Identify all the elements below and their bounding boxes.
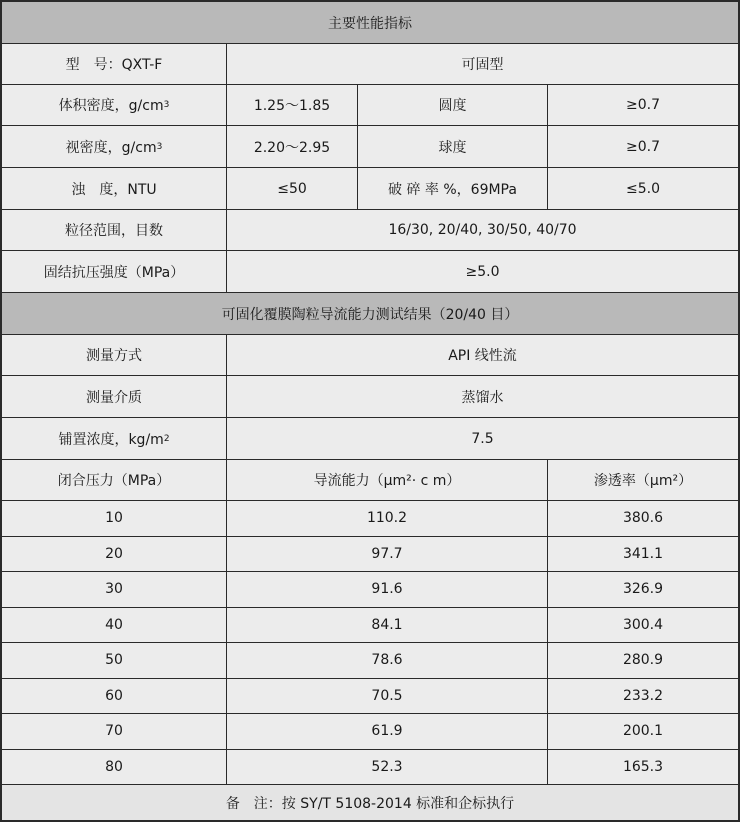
conductivity-cell: 52.3: [227, 750, 548, 785]
turbidity-label: 浊 度，NTU: [2, 168, 227, 209]
turbidity-value: ≤50: [227, 168, 358, 209]
sphericity-label: 球度: [358, 126, 548, 167]
section-title: 主要性能指标: [2, 2, 738, 43]
apparent-density-label: 视密度，g/cm 3: [2, 126, 227, 167]
conductivity-cell: 110.2: [227, 501, 548, 536]
table-row: [2, 679, 738, 715]
table-row: [2, 572, 738, 608]
pressure-cell: 10: [2, 501, 227, 536]
medium-value: 蒸馏水: [461, 389, 504, 406]
sphericity-value: ≥0.7: [626, 138, 660, 155]
crush-rate-value: ≤5.0: [626, 180, 660, 197]
pressure-cell: 20: [2, 537, 227, 572]
mesh-label: 粒径范围，目数: [2, 210, 227, 250]
bulk-density-value: 1.25～1.85: [227, 85, 358, 125]
pressure-cell: 30: [2, 572, 227, 607]
model-value: 可固型: [461, 57, 504, 73]
pressure-cell: 60: [2, 679, 227, 714]
bulk-density-row: [2, 85, 738, 126]
method-value: API 线性流: [448, 348, 517, 364]
medium-row: [2, 376, 738, 418]
permeability-cell: 233.2: [622, 687, 664, 704]
table-row: [2, 608, 738, 644]
turbidity-row: [2, 168, 738, 210]
test-section-title: 可固化覆膜陶粒导流能力测试结果（20/40 目）: [2, 293, 738, 334]
apparent-density-row: [2, 126, 738, 168]
roundness-label: 圆度: [358, 85, 548, 125]
note-row: [2, 785, 738, 820]
permeability-cell: 200.1: [622, 723, 664, 740]
conductivity-column-header: 导流能力（μm²· c m）: [227, 460, 548, 500]
column-header-row: [2, 460, 738, 501]
conductivity-cell: 78.6: [227, 643, 548, 678]
pressure-cell: 70: [2, 714, 227, 749]
conductivity-cell: 91.6: [227, 572, 548, 607]
concentration-value: 7.5: [471, 430, 494, 447]
permeability-cell: 300.4: [622, 616, 664, 633]
model-label: 型 号：QXT-F: [2, 44, 227, 84]
pressure-cell: 80: [2, 750, 227, 785]
table-row: [2, 714, 738, 750]
section-header-main: [2, 2, 738, 44]
bulk-density-label: 体积密度，g/cm 3: [2, 85, 227, 125]
permeability-cell: 341.1: [622, 545, 664, 562]
conductivity-cell: 84.1: [227, 608, 548, 643]
pressure-cell: 50: [2, 643, 227, 678]
table-row: [2, 537, 738, 573]
crush-rate-label: 破 碎 率 %，69MPa: [358, 168, 548, 209]
conductivity-cell: 70.5: [227, 679, 548, 714]
roundness-value: ≥0.7: [626, 97, 660, 113]
mesh-row: [2, 210, 738, 251]
strength-label: 固结抗压强度（MPa）: [2, 251, 227, 292]
permeability-cell: 326.9: [622, 581, 664, 598]
medium-label: 测量介质: [2, 376, 227, 417]
permeability-cell: 165.3: [622, 758, 664, 775]
pressure-cell: 40: [2, 608, 227, 643]
method-label: 测量方式: [2, 335, 227, 375]
concentration-label: 铺置浓度，kg/m 2: [2, 418, 227, 459]
concentration-row: [2, 418, 738, 460]
strength-row: [2, 251, 738, 293]
pressure-column-header: 闭合压力（MPa）: [2, 460, 227, 500]
apparent-density-value: 2.20～2.95: [227, 126, 358, 167]
method-row: [2, 335, 738, 376]
mesh-value: 16/30, 20/40, 30/50, 40/70: [388, 222, 577, 238]
permeability-column-header: 渗透率（μm²）: [593, 473, 693, 489]
permeability-cell: 280.9: [622, 652, 664, 669]
model-row: [2, 44, 738, 85]
conductivity-cell: 61.9: [227, 714, 548, 749]
section-header-test: [2, 293, 738, 335]
table-row: [2, 643, 738, 679]
table-row: [2, 501, 738, 537]
table-row: [2, 750, 738, 786]
note-text: 备 注：按 SY/T 5108-2014 标准和企标执行: [2, 785, 738, 820]
strength-value: ≥5.0: [465, 263, 500, 280]
conductivity-cell: 97.7: [227, 537, 548, 572]
permeability-cell: 380.6: [622, 510, 664, 527]
